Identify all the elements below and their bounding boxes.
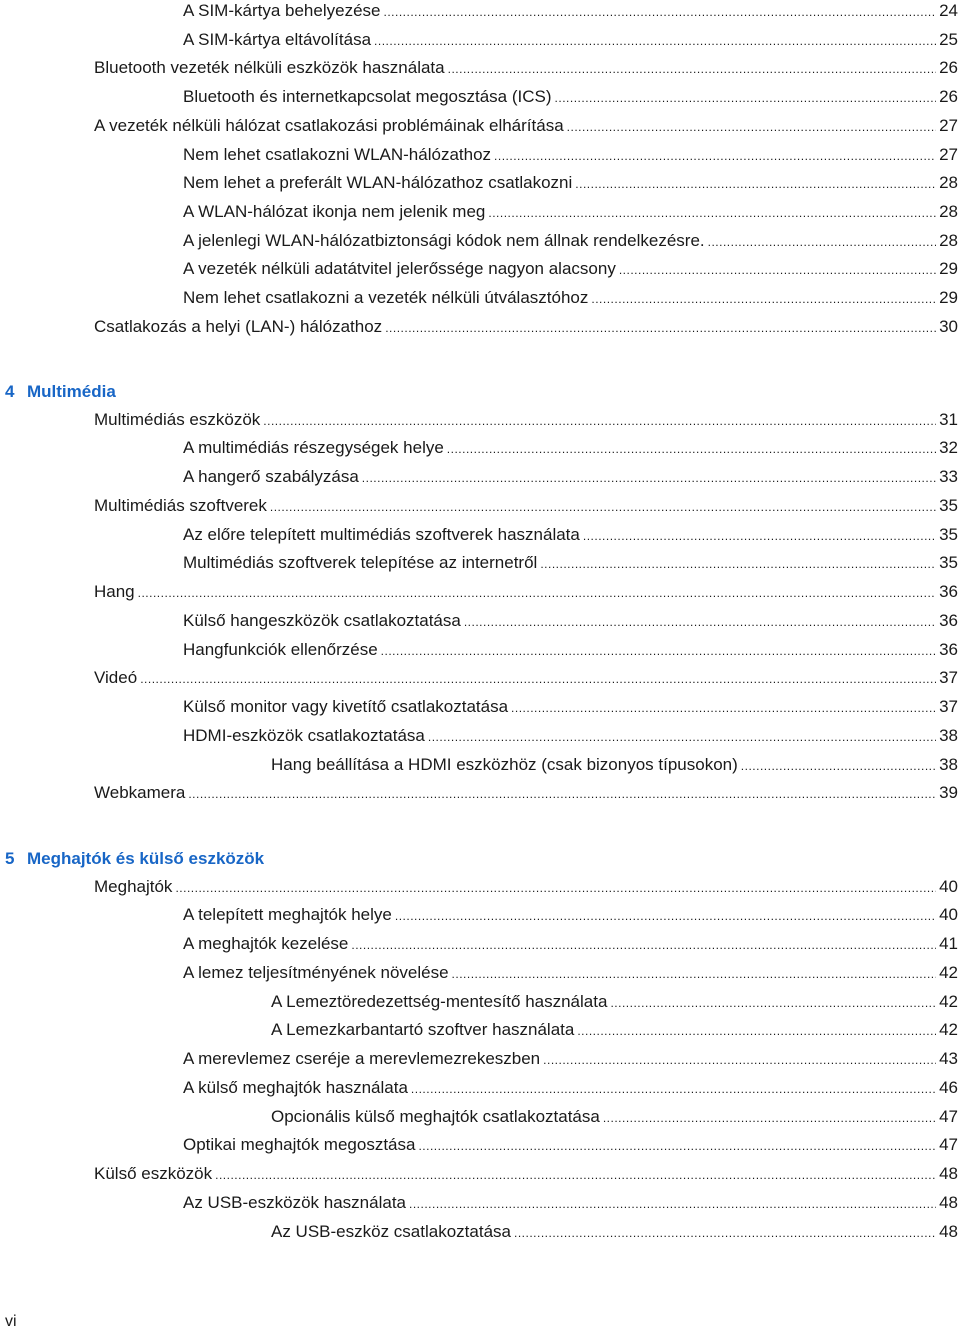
chapter-number: 4 — [5, 382, 15, 401]
toc-entry-level-1[interactable] — [94, 1163, 958, 1185]
toc-entry-level-1[interactable] — [94, 581, 958, 603]
toc-entry-level-2[interactable] — [183, 258, 958, 280]
toc-entry-title: A merevlemez cseréje a merevlemezrekeszben — [183, 1049, 541, 1068]
toc-page-number: 48 — [939, 1193, 958, 1212]
toc-entry-title: A vezeték nélküli hálózat csatlakozási problémáinak elhárítása — [94, 116, 564, 135]
chapter-number: 5 — [5, 849, 15, 868]
dot-leader — [418, 1135, 936, 1157]
toc-entry-title: A jelenlegi WLAN-hálózatbiztonsági kódok nem állnak rendelkezésre. — [183, 231, 705, 250]
chapter-heading — [5, 380, 116, 404]
toc-entry-title: Nem lehet a preferált WLAN-hálózathoz csatlakozni — [183, 173, 573, 192]
dot-leader — [381, 640, 936, 662]
toc-page-number: 41 — [939, 934, 958, 953]
toc-page-number: 27 — [939, 116, 958, 135]
toc-entry-title: Hangfunkciók ellenőrzése — [183, 640, 378, 659]
dot-leader — [374, 30, 936, 52]
toc-page-number: 29 — [939, 259, 958, 278]
toc-entry-level-2[interactable] — [183, 1048, 958, 1070]
toc-entry-level-2[interactable] — [183, 962, 958, 984]
dot-leader — [488, 202, 936, 224]
toc-entry-level-2[interactable] — [183, 29, 958, 51]
dot-leader — [448, 58, 936, 80]
dot-leader — [263, 410, 936, 432]
toc-entry-title: A WLAN-hálózat ikonja nem jelenik meg — [183, 202, 486, 221]
dot-leader — [619, 259, 936, 281]
toc-entry-title: A vezeték nélküli adatátvitel jelerőssége nagyon alacsony — [183, 259, 616, 278]
toc-entry-level-2[interactable] — [183, 1134, 958, 1156]
toc-entry-level-1[interactable] — [94, 316, 958, 338]
toc-entry-level-1[interactable] — [94, 57, 958, 79]
toc-entry-title: A lemez teljesítményének növelése — [183, 963, 449, 982]
toc-page-number: 40 — [939, 905, 958, 924]
toc-page-number: 28 — [939, 231, 958, 250]
toc-entry-title: Bluetooth és internetkapcsolat megosztása (ICS) — [183, 87, 552, 106]
toc-page-number: 37 — [939, 697, 958, 716]
toc-entry-title: Multimédiás eszközök — [94, 410, 261, 429]
toc-entry-level-2[interactable] — [183, 172, 958, 194]
toc-entry-title: A meghajtók kezelése — [183, 934, 349, 953]
toc-entry-level-2[interactable] — [183, 144, 958, 166]
toc-page-number: 37 — [939, 668, 958, 687]
toc-entry-title: Hang — [94, 582, 135, 601]
dot-leader — [591, 288, 936, 310]
toc-entry-level-2[interactable] — [183, 0, 958, 22]
toc-entry-title: A Lemezkarbantartó szoftver használata — [271, 1020, 575, 1039]
toc-page-number: 28 — [939, 202, 958, 221]
toc-entry-title: Webkamera — [94, 783, 186, 802]
toc-entry-title: HDMI-eszközök csatlakoztatása — [183, 726, 425, 745]
dot-leader — [138, 582, 936, 604]
toc-entry-level-2[interactable] — [183, 1192, 958, 1214]
dot-leader — [447, 438, 936, 460]
chapter-title: Meghajtók és külső eszközök — [27, 849, 265, 868]
toc-entry-level-3[interactable] — [271, 991, 958, 1013]
page-number-folio: vi — [5, 1313, 17, 1330]
dot-leader — [494, 145, 936, 167]
toc-entry-title: Hang beállítása a HDMI eszközhöz (csak bizonyos típusokon) — [271, 755, 738, 774]
toc-page-number: 48 — [939, 1164, 958, 1183]
toc-entry-level-2[interactable] — [183, 639, 958, 661]
toc-entry-title: Bluetooth vezeték nélküli eszközök használata — [94, 58, 445, 77]
toc-page-number: 25 — [939, 30, 958, 49]
toc-entry-title: Nem lehet csatlakozni a vezeték nélküli útválasztóhoz — [183, 288, 589, 307]
toc-entry-title: Multimédiás szoftverek telepítése az internetről — [183, 553, 538, 572]
toc-page-number: 47 — [939, 1135, 958, 1154]
toc-page-number: 40 — [939, 877, 958, 896]
toc-entry-level-2[interactable] — [183, 610, 958, 632]
toc-entry-level-1[interactable] — [94, 667, 958, 689]
dot-leader — [270, 496, 936, 518]
toc-entry-title: Külső hangeszközök csatlakoztatása — [183, 611, 461, 630]
toc-entry-level-2[interactable] — [183, 230, 958, 252]
toc-entry-level-3[interactable] — [271, 1019, 958, 1041]
toc-entry-title: Videó — [94, 668, 138, 687]
toc-entry-title: Külső monitor vagy kivetítő csatlakoztatása — [183, 697, 509, 716]
toc-entry-level-2[interactable] — [183, 552, 958, 574]
dot-leader — [362, 467, 936, 489]
toc-entry-level-2[interactable] — [183, 201, 958, 223]
toc-entry-level-2[interactable] — [183, 1077, 958, 1099]
toc-entry-level-2[interactable] — [183, 287, 958, 309]
chapter-title: Multimédia — [27, 382, 116, 401]
toc-page-number: 46 — [939, 1078, 958, 1097]
dot-leader — [514, 1222, 936, 1244]
toc-page-number: 28 — [939, 173, 958, 192]
toc-page-number: 33 — [939, 467, 958, 486]
toc-page-number: 42 — [939, 992, 958, 1011]
toc-entry-title: A telepített meghajtók helye — [183, 905, 392, 924]
dot-leader — [567, 116, 936, 138]
toc-entry-level-2[interactable] — [183, 933, 958, 955]
dot-leader — [583, 525, 936, 547]
toc-entry-level-2[interactable] — [183, 725, 958, 747]
toc-page-number: 36 — [939, 640, 958, 659]
dot-leader — [511, 697, 936, 719]
dot-leader — [175, 877, 936, 899]
toc-page-number: 39 — [939, 783, 958, 802]
toc-entry-title: Külső eszközök — [94, 1164, 213, 1183]
toc-page-number: 48 — [939, 1222, 958, 1241]
dot-leader — [383, 1, 936, 23]
toc-entry-level-3[interactable] — [271, 754, 958, 776]
dot-leader — [543, 1049, 936, 1071]
dot-leader — [540, 553, 936, 575]
dot-leader — [409, 1193, 936, 1215]
toc-page-number: 47 — [939, 1107, 958, 1126]
dot-leader — [577, 1020, 936, 1042]
toc-entry-title: Multimédiás szoftverek — [94, 496, 267, 515]
toc-page-number: 43 — [939, 1049, 958, 1068]
dot-leader — [411, 1078, 936, 1100]
toc-page-number: 30 — [939, 317, 958, 336]
dot-leader — [452, 963, 937, 985]
toc-entry-level-2[interactable] — [183, 696, 958, 718]
toc-page-number: 35 — [939, 525, 958, 544]
toc-entry-level-2[interactable] — [183, 904, 958, 926]
toc-page-number: 32 — [939, 438, 958, 457]
toc-page-number: 27 — [939, 145, 958, 164]
toc-entry-level-1[interactable] — [94, 409, 958, 431]
toc-entry-title: Az USB-eszközök használata — [183, 1193, 406, 1212]
toc-page-number: 38 — [939, 755, 958, 774]
toc-entry-title: Csatlakozás a helyi (LAN-) hálózathoz — [94, 317, 383, 336]
toc-entry-title: A SIM-kártya eltávolítása — [183, 30, 372, 49]
dot-leader — [464, 611, 936, 633]
toc-entry-level-3[interactable] — [271, 1106, 958, 1128]
toc-page-number: 42 — [939, 1020, 958, 1039]
dot-leader — [215, 1164, 936, 1186]
toc-entry-title: Optikai meghajtók megosztása — [183, 1135, 416, 1154]
toc-entry-level-1[interactable] — [94, 876, 958, 898]
toc-entry-level-1[interactable] — [94, 495, 958, 517]
dot-leader — [188, 783, 936, 805]
dot-leader — [575, 173, 936, 195]
dot-leader — [603, 1107, 936, 1129]
toc-entry-title: A SIM-kártya behelyezése — [183, 1, 381, 20]
dot-leader — [351, 934, 936, 956]
dot-leader — [741, 755, 936, 777]
toc-entry-title: Opcionális külső meghajtók csatlakoztatása — [271, 1107, 600, 1126]
toc-entry-title: A hangerő szabályzása — [183, 467, 359, 486]
toc-entry-title: A külső meghajtók használata — [183, 1078, 408, 1097]
toc-page-number: 36 — [939, 611, 958, 630]
dot-leader — [385, 317, 936, 339]
toc-page-number: 36 — [939, 582, 958, 601]
dot-leader — [708, 231, 936, 253]
toc-page-number: 35 — [939, 553, 958, 572]
toc-entry-title: A multimédiás részegységek helye — [183, 438, 444, 457]
toc-page-number: 35 — [939, 496, 958, 515]
toc-page-number: 26 — [939, 58, 958, 77]
dot-leader — [428, 726, 936, 748]
dot-leader — [610, 992, 936, 1014]
toc-entry-title: Meghajtók — [94, 877, 173, 896]
toc-entry-level-3[interactable] — [271, 1221, 958, 1243]
toc-entry-title: Az USB-eszköz csatlakoztatása — [271, 1222, 511, 1241]
dot-leader — [395, 905, 936, 927]
toc-entry-title: Nem lehet csatlakozni WLAN-hálózathoz — [183, 145, 492, 164]
toc-page-number: 31 — [939, 410, 958, 429]
toc-entry-level-2[interactable] — [183, 437, 958, 459]
toc-entry-level-1[interactable] — [94, 782, 958, 804]
toc-page-number: 29 — [939, 288, 958, 307]
dot-leader — [140, 668, 936, 690]
toc-page-number: 42 — [939, 963, 958, 982]
toc-page-number: 26 — [939, 87, 958, 106]
toc-entry-level-2[interactable] — [183, 86, 958, 108]
toc-entry-title: Az előre telepített multimédiás szoftverek használata — [183, 525, 580, 544]
toc-page-number: 24 — [939, 1, 958, 20]
dot-leader — [555, 87, 937, 109]
toc-entry-level-2[interactable] — [183, 524, 958, 546]
toc-page-number: 38 — [939, 726, 958, 745]
chapter-heading — [5, 847, 264, 871]
toc-entry-title: A Lemeztöredezettség-mentesítő használata — [271, 992, 608, 1011]
toc-entry-level-1[interactable] — [94, 115, 958, 137]
toc-entry-level-2[interactable] — [183, 466, 958, 488]
